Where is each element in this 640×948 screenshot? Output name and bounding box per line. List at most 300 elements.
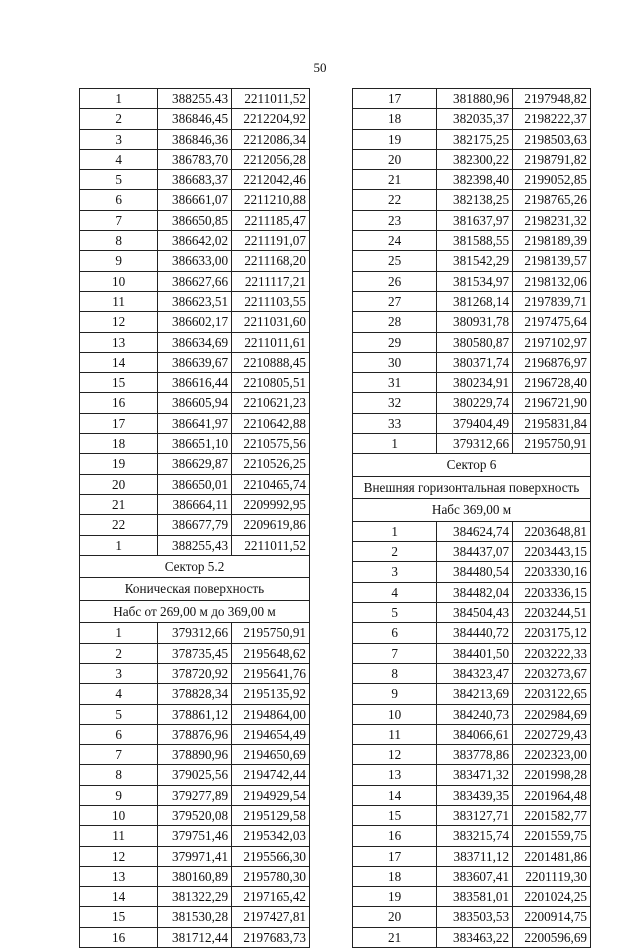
x-coordinate: 381880,96	[437, 89, 513, 109]
x-coordinate: 380931,78	[437, 312, 513, 332]
table-row	[353, 312, 591, 332]
table-row	[80, 826, 310, 846]
x-coordinate: 378720,92	[158, 663, 232, 683]
y-coordinate: 2211011,52	[232, 89, 310, 109]
x-coordinate: 386846,36	[158, 129, 232, 149]
y-coordinate: 2197683,73	[232, 927, 310, 947]
point-number: 4	[80, 149, 158, 169]
sector-description-row	[353, 476, 591, 499]
point-number: 3	[353, 562, 437, 582]
x-coordinate: 382138,25	[437, 190, 513, 210]
y-coordinate: 2194864,00	[232, 704, 310, 724]
table-row	[353, 846, 591, 866]
table-row	[353, 785, 591, 805]
point-number: 2	[80, 643, 158, 663]
table-row	[353, 170, 591, 190]
y-coordinate: 2211210,88	[232, 190, 310, 210]
table-row	[353, 582, 591, 602]
table-row	[353, 927, 591, 947]
x-coordinate: 381637,97	[437, 210, 513, 230]
point-number: 7	[80, 210, 158, 230]
y-coordinate: 2209992,95	[232, 494, 310, 514]
table-row	[80, 474, 310, 494]
left-coordinates-table	[79, 88, 310, 948]
y-coordinate: 2194742,44	[232, 765, 310, 785]
y-coordinate: 2202729,43	[513, 724, 591, 744]
x-coordinate: 386627,66	[158, 271, 232, 291]
y-coordinate: 2202323,00	[513, 745, 591, 765]
y-coordinate: 2194650,69	[232, 745, 310, 765]
y-coordinate: 2203443,15	[513, 542, 591, 562]
x-coordinate: 381712,44	[158, 927, 232, 947]
y-coordinate: 2210465,74	[232, 474, 310, 494]
y-coordinate: 2201582,77	[513, 806, 591, 826]
table-row	[353, 704, 591, 724]
sector-title: Сектор 6	[353, 454, 591, 477]
point-number: 13	[80, 866, 158, 886]
y-coordinate: 2203648,81	[513, 521, 591, 541]
page-number: 50	[313, 60, 327, 75]
table-row	[80, 663, 310, 683]
table-row	[80, 907, 310, 927]
y-coordinate: 2211031,60	[232, 312, 310, 332]
sector-range: Набс от 269,00 м до 369,00 м	[80, 600, 310, 623]
x-coordinate: 379520,08	[158, 806, 232, 826]
point-number: 10	[353, 704, 437, 724]
table-row	[80, 535, 310, 555]
y-coordinate: 2203330,16	[513, 562, 591, 582]
x-coordinate: 382175,25	[437, 129, 513, 149]
y-coordinate: 2198231,32	[513, 210, 591, 230]
point-number: 10	[80, 806, 158, 826]
y-coordinate: 2203175,12	[513, 623, 591, 643]
x-coordinate: 384440,72	[437, 623, 513, 643]
table-row	[80, 129, 310, 149]
point-number: 12	[80, 312, 158, 332]
right-coordinates-table	[352, 88, 591, 948]
table-row	[353, 521, 591, 541]
point-number: 2	[353, 542, 437, 562]
table-row	[353, 826, 591, 846]
table-row	[353, 663, 591, 683]
table-row	[353, 89, 591, 109]
table-row	[80, 109, 310, 129]
left-rows-b	[80, 623, 310, 948]
x-coordinate: 386639,67	[158, 352, 232, 372]
x-coordinate: 383503,53	[437, 907, 513, 927]
point-number: 13	[353, 765, 437, 785]
table-row	[353, 562, 591, 582]
point-number: 21	[80, 494, 158, 514]
x-coordinate: 386633,00	[158, 251, 232, 271]
x-coordinate: 383711,12	[437, 846, 513, 866]
x-coordinate: 386677,79	[158, 515, 232, 535]
x-coordinate: 378828,34	[158, 684, 232, 704]
x-coordinate: 386783,70	[158, 149, 232, 169]
y-coordinate: 2211103,55	[232, 291, 310, 311]
x-coordinate: 380580,87	[437, 332, 513, 352]
y-coordinate: 2201481,86	[513, 846, 591, 866]
point-number: 8	[80, 231, 158, 251]
table-row	[353, 129, 591, 149]
sector-title-row	[353, 454, 591, 477]
sector-description: Коническая поверхность	[80, 578, 310, 601]
table-row	[353, 149, 591, 169]
x-coordinate: 384624,74	[437, 521, 513, 541]
y-coordinate: 2212042,46	[232, 170, 310, 190]
y-coordinate: 2194929,54	[232, 785, 310, 805]
x-coordinate: 383127,71	[437, 806, 513, 826]
table-row	[353, 190, 591, 210]
x-coordinate: 386650,85	[158, 210, 232, 230]
y-coordinate: 2211011,61	[232, 332, 310, 352]
y-coordinate: 2201119,30	[513, 866, 591, 886]
table-row	[353, 413, 591, 433]
x-coordinate: 386641,97	[158, 413, 232, 433]
table-row	[353, 542, 591, 562]
point-number: 33	[353, 413, 437, 433]
x-coordinate: 383463,22	[437, 927, 513, 947]
y-coordinate: 2210575,56	[232, 434, 310, 454]
point-number: 9	[80, 785, 158, 805]
point-number: 15	[80, 907, 158, 927]
y-coordinate: 2200596,69	[513, 927, 591, 947]
point-number: 14	[353, 785, 437, 805]
y-coordinate: 2202984,69	[513, 704, 591, 724]
point-number: 16	[80, 927, 158, 947]
point-number: 4	[80, 684, 158, 704]
point-number: 11	[353, 724, 437, 744]
point-number: 19	[353, 129, 437, 149]
table-row	[80, 927, 310, 947]
table-row	[80, 413, 310, 433]
point-number: 24	[353, 231, 437, 251]
point-number: 14	[80, 352, 158, 372]
y-coordinate: 2195750,91	[232, 623, 310, 643]
point-number: 7	[80, 745, 158, 765]
y-coordinate: 2195129,58	[232, 806, 310, 826]
point-number: 1	[353, 434, 437, 454]
point-number: 18	[353, 109, 437, 129]
table-row	[80, 806, 310, 826]
x-coordinate: 384482,04	[437, 582, 513, 602]
x-coordinate: 386683,37	[158, 170, 232, 190]
table-row	[353, 271, 591, 291]
point-number: 17	[353, 846, 437, 866]
x-coordinate: 383439,35	[437, 785, 513, 805]
table-row	[353, 765, 591, 785]
table-row	[80, 170, 310, 190]
table-row	[353, 603, 591, 623]
y-coordinate: 2198791,82	[513, 149, 591, 169]
y-coordinate: 2194654,49	[232, 724, 310, 744]
table-row	[80, 231, 310, 251]
point-number: 15	[80, 373, 158, 393]
x-coordinate: 382398,40	[437, 170, 513, 190]
y-coordinate: 2196876,97	[513, 352, 591, 372]
point-number: 30	[353, 352, 437, 372]
table-row	[353, 373, 591, 393]
y-coordinate: 2195750,91	[513, 434, 591, 454]
sector-description-row	[80, 578, 310, 601]
x-coordinate: 379404,49	[437, 413, 513, 433]
x-coordinate: 378861,12	[158, 704, 232, 724]
table-row	[353, 332, 591, 352]
table-row	[80, 515, 310, 535]
point-number: 4	[353, 582, 437, 602]
table-row	[80, 312, 310, 332]
table-row	[80, 434, 310, 454]
x-coordinate: 386629,87	[158, 454, 232, 474]
y-coordinate: 2211011,52	[232, 535, 310, 555]
sector-title: Сектор 5.2	[80, 555, 310, 578]
point-number: 19	[80, 454, 158, 474]
x-coordinate: 383471,32	[437, 765, 513, 785]
x-coordinate: 388255,43	[158, 535, 232, 555]
y-coordinate: 2212204,92	[232, 109, 310, 129]
table-row	[80, 454, 310, 474]
table-row	[353, 907, 591, 927]
table-row	[353, 623, 591, 643]
y-coordinate: 2195641,76	[232, 663, 310, 683]
y-coordinate: 2211117,21	[232, 271, 310, 291]
x-coordinate: 378735,45	[158, 643, 232, 663]
y-coordinate: 2200914,75	[513, 907, 591, 927]
table-row	[80, 745, 310, 765]
point-number: 19	[353, 887, 437, 907]
y-coordinate: 2210642,88	[232, 413, 310, 433]
table-row	[353, 684, 591, 704]
y-coordinate: 2212056,28	[232, 149, 310, 169]
x-coordinate: 378890,96	[158, 745, 232, 765]
point-number: 3	[80, 129, 158, 149]
y-coordinate: 2198765,26	[513, 190, 591, 210]
point-number: 14	[80, 887, 158, 907]
table-row	[353, 643, 591, 663]
x-coordinate: 386602,17	[158, 312, 232, 332]
table-row	[80, 846, 310, 866]
table-row	[353, 434, 591, 454]
point-number: 9	[80, 251, 158, 271]
table-row	[80, 332, 310, 352]
point-number: 16	[353, 826, 437, 846]
sector-range: Набс 369,00 м	[353, 499, 591, 522]
table-row	[353, 393, 591, 413]
y-coordinate: 2209619,86	[232, 515, 310, 535]
y-coordinate: 2197839,71	[513, 291, 591, 311]
y-coordinate: 2196721,90	[513, 393, 591, 413]
y-coordinate: 2197165,42	[232, 887, 310, 907]
y-coordinate: 2197475,64	[513, 312, 591, 332]
right-rows-a	[353, 89, 591, 454]
y-coordinate: 2197948,82	[513, 89, 591, 109]
left-rows-a	[80, 89, 310, 556]
table-row	[353, 251, 591, 271]
point-number: 10	[80, 271, 158, 291]
point-number: 1	[353, 521, 437, 541]
y-coordinate: 2198189,39	[513, 231, 591, 251]
x-coordinate: 379312,66	[437, 434, 513, 454]
y-coordinate: 2211185,47	[232, 210, 310, 230]
right-rows-b	[353, 521, 591, 947]
right-sector-header	[353, 454, 591, 522]
y-coordinate: 2201998,28	[513, 765, 591, 785]
y-coordinate: 2203122,65	[513, 684, 591, 704]
point-number: 8	[353, 663, 437, 683]
table-row	[80, 210, 310, 230]
point-number: 20	[353, 149, 437, 169]
x-coordinate: 384323,47	[437, 663, 513, 683]
sector-description: Внешняя горизонтальная поверхность	[353, 476, 591, 499]
x-coordinate: 380234,91	[437, 373, 513, 393]
point-number: 5	[80, 704, 158, 724]
x-coordinate: 384480,54	[437, 562, 513, 582]
table-row	[80, 89, 310, 109]
point-number: 17	[80, 413, 158, 433]
x-coordinate: 382300,22	[437, 149, 513, 169]
x-coordinate: 379971,41	[158, 846, 232, 866]
point-number: 8	[80, 765, 158, 785]
x-coordinate: 384213,69	[437, 684, 513, 704]
x-coordinate: 388255.43	[158, 89, 232, 109]
sector-title-row	[80, 555, 310, 578]
point-number: 28	[353, 312, 437, 332]
y-coordinate: 2195135,92	[232, 684, 310, 704]
x-coordinate: 379751,46	[158, 826, 232, 846]
table-row	[80, 373, 310, 393]
x-coordinate: 383778,86	[437, 745, 513, 765]
table-row	[80, 494, 310, 514]
table-row	[353, 745, 591, 765]
x-coordinate: 384437,07	[437, 542, 513, 562]
table-row	[80, 352, 310, 372]
y-coordinate: 2196728,40	[513, 373, 591, 393]
x-coordinate: 382035,37	[437, 109, 513, 129]
y-coordinate: 2197102,97	[513, 332, 591, 352]
point-number: 6	[80, 724, 158, 744]
x-coordinate: 383581,01	[437, 887, 513, 907]
y-coordinate: 2198132,06	[513, 271, 591, 291]
x-coordinate: 386664,11	[158, 494, 232, 514]
x-coordinate: 380371,74	[437, 352, 513, 372]
x-coordinate: 381268,14	[437, 291, 513, 311]
left-sector-header	[80, 555, 310, 623]
point-number: 11	[80, 291, 158, 311]
table-row	[353, 231, 591, 251]
y-coordinate: 2210805,51	[232, 373, 310, 393]
x-coordinate: 380160,89	[158, 866, 232, 886]
point-number: 20	[80, 474, 158, 494]
point-number: 16	[80, 393, 158, 413]
y-coordinate: 2197427,81	[232, 907, 310, 927]
point-number: 2	[80, 109, 158, 129]
point-number: 9	[353, 684, 437, 704]
sector-range-row	[80, 600, 310, 623]
table-row	[353, 109, 591, 129]
point-number: 23	[353, 210, 437, 230]
table-row	[353, 352, 591, 372]
point-number: 12	[353, 745, 437, 765]
table-row	[353, 887, 591, 907]
y-coordinate: 2198139,57	[513, 251, 591, 271]
point-number: 1	[80, 89, 158, 109]
point-number: 20	[353, 907, 437, 927]
table-row	[353, 210, 591, 230]
table-row	[80, 393, 310, 413]
x-coordinate: 384401,50	[437, 643, 513, 663]
x-coordinate: 386651,10	[158, 434, 232, 454]
x-coordinate: 379312,66	[158, 623, 232, 643]
point-number: 21	[353, 170, 437, 190]
table-row	[80, 251, 310, 271]
y-coordinate: 2211168,20	[232, 251, 310, 271]
x-coordinate: 380229,74	[437, 393, 513, 413]
point-number: 12	[80, 846, 158, 866]
x-coordinate: 379025,56	[158, 765, 232, 785]
table-row	[80, 866, 310, 886]
x-coordinate: 384504,43	[437, 603, 513, 623]
point-number: 13	[80, 332, 158, 352]
y-coordinate: 2201964,48	[513, 785, 591, 805]
y-coordinate: 2210621,23	[232, 393, 310, 413]
point-number: 22	[353, 190, 437, 210]
table-row	[353, 866, 591, 886]
sector-range-row	[353, 499, 591, 522]
y-coordinate: 2210526,25	[232, 454, 310, 474]
table-row	[80, 291, 310, 311]
y-coordinate: 2201559,75	[513, 826, 591, 846]
table-row	[80, 684, 310, 704]
point-number: 27	[353, 291, 437, 311]
y-coordinate: 2199052,85	[513, 170, 591, 190]
y-coordinate: 2195342,03	[232, 826, 310, 846]
y-coordinate: 2195648,62	[232, 643, 310, 663]
x-coordinate: 381322,29	[158, 887, 232, 907]
y-coordinate: 2198503,63	[513, 129, 591, 149]
x-coordinate: 381588,55	[437, 231, 513, 251]
y-coordinate: 2201024,25	[513, 887, 591, 907]
table-row	[80, 643, 310, 663]
point-number: 1	[80, 535, 158, 555]
point-number: 18	[80, 434, 158, 454]
y-coordinate: 2203336,15	[513, 582, 591, 602]
x-coordinate: 386846,45	[158, 109, 232, 129]
point-number: 6	[80, 190, 158, 210]
x-coordinate: 384240,73	[437, 704, 513, 724]
x-coordinate: 386650,01	[158, 474, 232, 494]
y-coordinate: 2195780,30	[232, 866, 310, 886]
point-number: 5	[353, 603, 437, 623]
x-coordinate: 386616,44	[158, 373, 232, 393]
point-number: 6	[353, 623, 437, 643]
table-row	[80, 765, 310, 785]
y-coordinate: 2195566,30	[232, 846, 310, 866]
x-coordinate: 378876,96	[158, 724, 232, 744]
x-coordinate: 383607,41	[437, 866, 513, 886]
point-number: 25	[353, 251, 437, 271]
point-number: 22	[80, 515, 158, 535]
point-number: 31	[353, 373, 437, 393]
table-row	[353, 291, 591, 311]
x-coordinate: 379277,89	[158, 785, 232, 805]
y-coordinate: 2203244,51	[513, 603, 591, 623]
y-coordinate: 2203273,67	[513, 663, 591, 683]
table-row	[80, 887, 310, 907]
point-number: 11	[80, 826, 158, 846]
x-coordinate: 386634,69	[158, 332, 232, 352]
table-row	[80, 724, 310, 744]
x-coordinate: 381534,97	[437, 271, 513, 291]
